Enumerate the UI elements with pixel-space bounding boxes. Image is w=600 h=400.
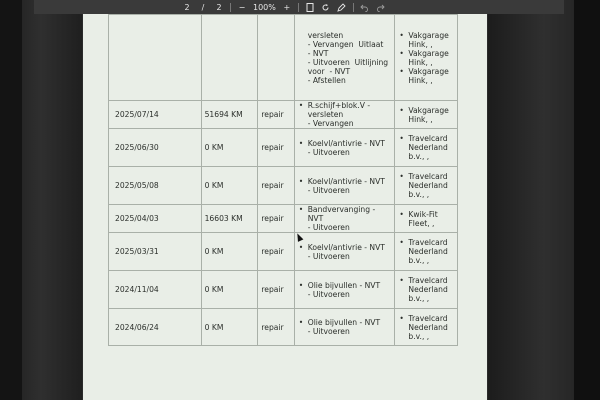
supplier-cell — [395, 129, 458, 167]
bullet-icon: • — [298, 280, 304, 290]
supplier-line: b.v., , — [408, 152, 430, 161]
page-total: 2 — [216, 2, 222, 12]
bullet-icon: • — [399, 209, 404, 219]
zoom-level[interactable]: 100% — [253, 2, 276, 12]
description-line: - Uitvoeren — [307, 327, 350, 336]
supplier-line: Nederland — [408, 247, 448, 256]
description-line: Bandvervanging - — [307, 205, 376, 214]
page-separator: / — [201, 2, 205, 12]
toolbar-divider — [298, 3, 299, 12]
mileage-cell: 0 KM — [201, 167, 258, 205]
bullet-icon: • — [399, 276, 404, 285]
maintenance-history-table — [108, 14, 458, 346]
table-row — [109, 129, 458, 167]
description-line: - Uitvoeren Uitlijning — [307, 57, 389, 67]
description-line: voor - NVT — [307, 66, 351, 76]
table-row — [109, 167, 458, 205]
supplier-line: Vakgarage — [408, 48, 449, 58]
type-cell: repair — [258, 205, 294, 233]
description-cell — [294, 205, 395, 233]
supplier-cell — [395, 15, 458, 101]
description-line: Olie bijvullen - NVT — [307, 280, 381, 290]
description-line: versleten — [307, 110, 344, 119]
description-cell — [294, 129, 395, 167]
table-row — [109, 101, 458, 129]
description-line: versleten — [307, 30, 344, 40]
zoom-out-button[interactable]: − — [238, 2, 246, 12]
table-row — [109, 309, 458, 346]
supplier-cell — [395, 101, 458, 129]
supplier-cell — [395, 167, 458, 205]
bullet-icon: • — [298, 318, 304, 327]
bullet-icon: • — [298, 138, 304, 148]
type-cell: repair — [258, 309, 294, 346]
table-row — [109, 271, 458, 309]
supplier-line: b.v., , — [408, 331, 430, 341]
description-line: R.schijf+blok.V - — [307, 101, 371, 110]
fit-page-icon[interactable] — [305, 1, 315, 13]
supplier-line: b.v., , — [408, 256, 430, 265]
bullet-icon: • — [298, 176, 304, 186]
supplier-line: Travelcard — [408, 238, 448, 247]
supplier-line: Hink, , — [408, 114, 433, 124]
bullet-icon: • — [399, 238, 404, 247]
supplier-line: Hink, , — [408, 75, 433, 85]
rotate-icon[interactable] — [321, 1, 331, 13]
table-row — [109, 205, 458, 233]
description-line: - Afstellen — [307, 75, 346, 85]
supplier-cell — [395, 271, 458, 309]
toolbar-divider — [230, 3, 231, 12]
bullet-icon: • — [399, 48, 404, 58]
description-cell — [294, 15, 395, 101]
description-line: - Vervangen — [307, 119, 354, 128]
description-line: NVT — [307, 214, 324, 223]
description-cell — [294, 101, 395, 129]
bullet-icon: • — [298, 101, 304, 110]
description-line: - Uitvoeren — [307, 147, 350, 157]
description-line: Koelvl/antivrie - NVT — [307, 138, 385, 148]
undo-icon[interactable] — [360, 1, 370, 13]
description-line: Koelvl/antivrie - NVT — [307, 242, 385, 252]
type-cell: repair — [258, 271, 294, 309]
bullet-icon: • — [399, 66, 404, 76]
description-cell — [294, 309, 395, 346]
supplier-line: Hink, , — [408, 57, 433, 67]
supplier-line: Travelcard — [408, 172, 448, 181]
supplier-line: Nederland — [408, 181, 448, 190]
table-row — [109, 233, 458, 271]
mileage-cell: 16603 KM — [201, 205, 258, 233]
description-line: - Uitvoeren — [307, 185, 350, 195]
annotate-icon[interactable] — [337, 1, 347, 13]
date-cell: 2025/06/30 — [109, 129, 202, 167]
supplier-line: Travelcard — [408, 134, 448, 143]
date-cell: 2025/05/08 — [109, 167, 202, 205]
redo-icon[interactable] — [376, 1, 386, 13]
table-row — [109, 15, 458, 101]
supplier-line: Nederland — [408, 322, 448, 332]
date-cell: 2024/06/24 — [109, 309, 202, 346]
description-line: - NVT — [307, 48, 329, 58]
supplier-line: Nederland — [408, 285, 448, 294]
supplier-line: Vakgarage — [408, 66, 449, 76]
bullet-icon: • — [399, 313, 404, 323]
supplier-line: b.v., , — [408, 190, 430, 199]
pdf-page — [83, 14, 487, 400]
supplier-line: Travelcard — [408, 313, 448, 323]
supplier-line: Fleet, , — [408, 218, 435, 228]
supplier-line: Kwik-Fit — [408, 209, 438, 219]
type-cell: repair — [258, 167, 294, 205]
description-line: - Uitvoeren — [307, 223, 350, 232]
supplier-line: b.v., , — [408, 294, 430, 303]
date-cell: 2025/04/03 — [109, 205, 202, 233]
supplier-line: Vakgarage — [408, 105, 449, 115]
type-cell: repair — [258, 129, 294, 167]
supplier-line: Travelcard — [408, 276, 448, 285]
screen-edge-left — [0, 0, 22, 400]
type-cell: repair — [258, 233, 294, 271]
bullet-icon: • — [298, 205, 304, 214]
description-line: - Vervangen Uitlaat — [307, 39, 384, 49]
page-current[interactable]: 2 — [184, 2, 190, 12]
pdf-toolbar — [34, 0, 564, 14]
type-cell: repair — [258, 101, 294, 129]
supplier-cell — [395, 205, 458, 233]
toolbar-divider — [353, 3, 354, 12]
mileage-cell: 0 KM — [201, 129, 258, 167]
date-cell — [109, 15, 202, 101]
bullet-icon: • — [399, 105, 404, 115]
zoom-in-button[interactable]: + — [283, 2, 291, 12]
description-line: - Uitvoeren — [307, 251, 350, 261]
bullet-icon: • — [399, 134, 404, 143]
supplier-line: Vakgarage — [408, 30, 449, 40]
supplier-cell — [395, 309, 458, 346]
description-line: Olie bijvullen - NVT — [307, 318, 381, 327]
supplier-cell — [395, 233, 458, 271]
screen-edge-right — [574, 0, 600, 400]
date-cell: 2024/11/04 — [109, 271, 202, 309]
type-cell — [258, 15, 294, 101]
description-line: - Uitvoeren — [307, 289, 350, 299]
bullet-icon: • — [298, 242, 304, 252]
mileage-cell: 51694 KM — [201, 101, 258, 129]
mileage-cell: 0 KM — [201, 309, 258, 346]
description-cell — [294, 233, 395, 271]
mileage-cell: 0 KM — [201, 233, 258, 271]
date-cell: 2025/07/14 — [109, 101, 202, 129]
supplier-line: Nederland — [408, 143, 448, 152]
supplier-line: Hink, , — [408, 39, 433, 49]
date-cell: 2025/03/31 — [109, 233, 202, 271]
mileage-cell — [201, 15, 258, 101]
description-cell — [294, 167, 395, 205]
bullet-icon: • — [399, 172, 404, 181]
description-cell — [294, 271, 395, 309]
bullet-icon: • — [399, 30, 404, 40]
mileage-cell: 0 KM — [201, 271, 258, 309]
description-line: Koelvl/antivrie - NVT — [307, 176, 385, 186]
